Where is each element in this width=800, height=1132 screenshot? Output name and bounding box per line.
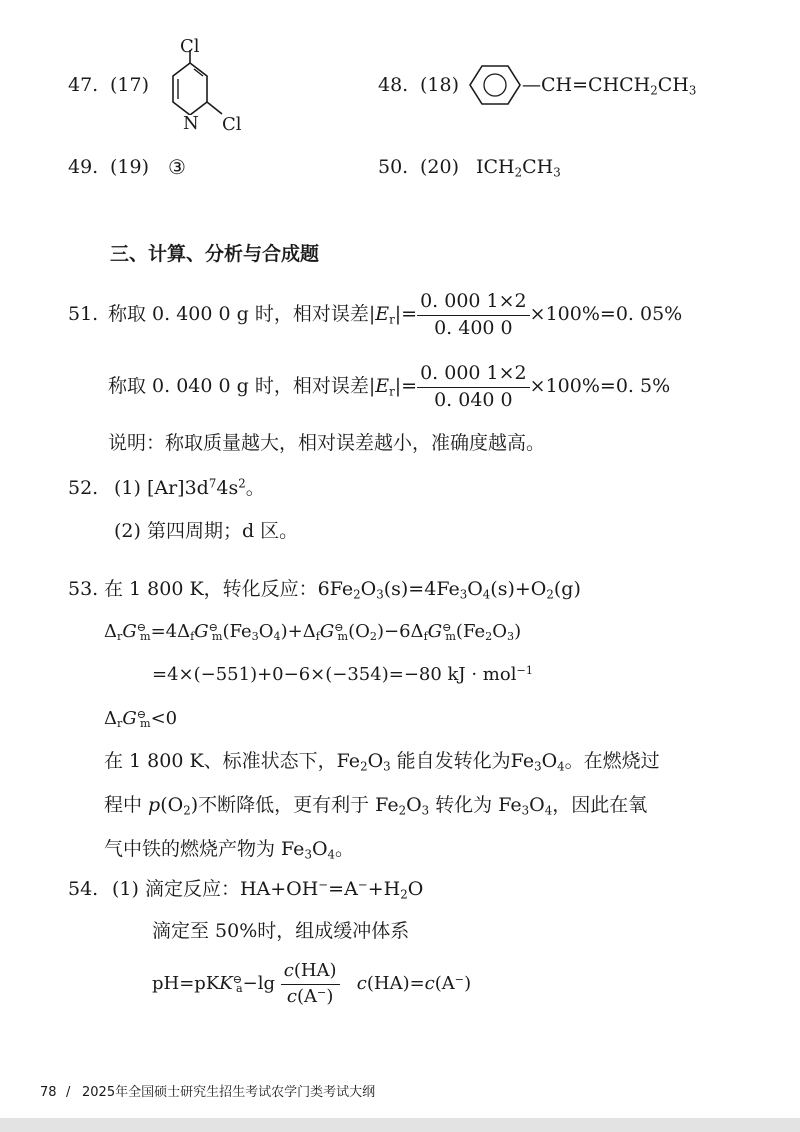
n-ring-label: N <box>183 113 199 134</box>
footer-separator: / <box>66 1085 71 1100</box>
q51-fraction-1: $\frac{0. 000 1\times 2}{0. 400 0}$ <box>417 292 530 339</box>
q49-answer: ③ <box>168 155 186 179</box>
benzene-ring <box>468 62 522 108</box>
q47-blank: (17) <box>110 74 150 96</box>
cl-top-label: Cl <box>180 36 200 57</box>
q51-note: 说明：称取质量越大，相对误差越小，准确度越高。 <box>108 432 546 454</box>
q47-number: 47. <box>68 74 99 96</box>
footer-page-number: 78 <box>40 1085 57 1100</box>
q53-line4: $\Delta_rG^⊖_m<0$ <box>104 707 178 731</box>
q50-blank: (20) <box>420 156 460 178</box>
q52-part2: (2) 第四周期；d 区。 <box>114 520 299 542</box>
q54-ph-equation: pH=pKK⊖$_a$−lg $\frac{c(HA)}{c(A^-)}$ c(HA)=c(A−) <box>152 959 472 1007</box>
q51-line2: 称取 0. 040 0 g 时，相对误差$|E_r|=$ $\frac{0. 000 1\times 2}{0. 040 0}$ ×100%=0. 5% <box>108 361 671 411</box>
q53-para3: 气中铁的燃烧产物为 $Fe_3O_4$。 <box>104 838 355 862</box>
q48-chain: $—CH=CHCH_2CH_3$ <box>522 74 697 98</box>
q50-answer: $ICH_2CH_3$ <box>476 156 561 180</box>
q53-para1: 在 1 800 K、标准状态下，$Fe_2O_3$ 能自发转化为$Fe_3O_4$。在燃烧过 <box>104 750 660 774</box>
q53-para2: 程中 $p(O_2)$不断降低，更有利于 $Fe_2O_3$ 转化为 $Fe_3O_4$，因此在氧 <box>104 794 648 818</box>
dichloropyridine-structure <box>150 30 270 142</box>
q49-blank: (19) <box>110 156 150 178</box>
cl-right-label: Cl <box>222 114 242 135</box>
q54-number: 54. <box>68 878 99 900</box>
q48-number: 48. <box>378 74 409 96</box>
q51-number: 51. <box>68 303 99 325</box>
q51-line1: 称取 0. 400 0 g 时，相对误差$|E_r|=$ $\frac{0. 000 1\times 2}{0. 400 0}$ ×100%=0. 05% <box>108 289 683 339</box>
q54-line1: (1) 滴定反应：$HA+OH^-=A^-+H_2O$ <box>112 877 424 902</box>
q49-number: 49. <box>68 156 99 178</box>
q51-fraction-2: $\frac{0. 000 1\times 2}{0. 040 0}$ <box>417 364 530 411</box>
q52-part1: (1) $[Ar]3d^74s^2$。 <box>114 476 265 499</box>
q53-line1: 在 1 800 K，转化反应：$6Fe_2O_3(s)=4Fe_3O_4(s)+O_2(g)$ <box>104 578 581 602</box>
q48-blank: (18) <box>420 74 460 96</box>
q54-fraction: $\frac{c(HA)}{c(A^-)}$ <box>281 962 340 1007</box>
section-title: 三、计算、分析与合成题 <box>110 243 320 265</box>
q53-number: 53. <box>68 578 99 600</box>
q52-number: 52. <box>68 477 99 499</box>
footer-title: 2025年全国硕士研究生招生考试农学门类考试大纲 <box>82 1085 376 1100</box>
q53-line2: $\Delta_rG^⊖_m=4\Delta_fG^⊖_m(Fe_3O_4)+\Delta_fG^⊖_m(O_2)-6\Delta_fG^⊖_m(Fe_2O_3)$ <box>104 620 522 644</box>
bottom-bar <box>0 1118 800 1132</box>
q50-number: 50. <box>378 156 409 178</box>
q53-line3: =4×(−551)+0−6×(−354)=−80 kJ · mol$^{-1}$ <box>152 663 533 685</box>
q54-line2: 滴定至 50%时，组成缓冲体系 <box>152 920 410 942</box>
